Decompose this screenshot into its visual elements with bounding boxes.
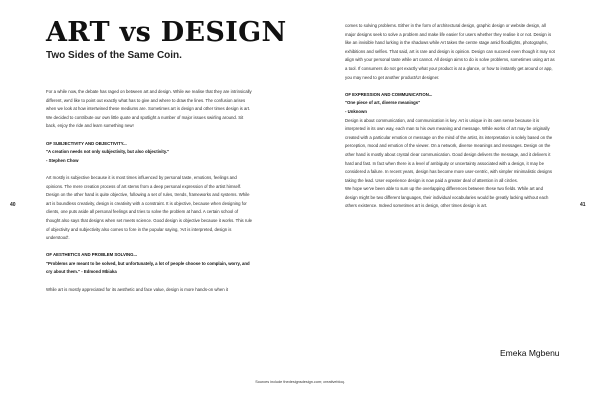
article-title: ART vs DESIGN (46, 17, 287, 48)
body-aesthetics-continued: comes to solving problems. Either in the form of architectural design, graphic design or website design, all major designs seek to solve a problem and make life easier for users whether they realise it or not. Design is like an invisible hand lurking in the shadows while Art takes the centre stage amid floodlights, photographs, exhibitions and selfies. That said, art is rare and design is opinion. Design can succeed even though it may not align with your personal taste while art cannot. All design aims to do is solve problems, sometimes using art as a tool. If consumers do not get exactly what your product is at a glance, or how to instantly get around or app, you may need to get another product/UI designer. (345, 23, 555, 80)
right-column (345, 22, 555, 211)
quote-expression: "One piece of art, diverse meanings" (345, 100, 421, 106)
body-expression: Design is about communication, and communication is key. Art is unique in its own sense because it is interpreted in its own way, each man to his own meaning and message. While works of art may be originally created with a particular emotion or message on the mind of the artist, its interpretation is solely based on the perception, mood and emotion of the viewer. On a network, diverse meanings and messages. Design on the other hand is mostly about crystal clear communication. Good design delivers the message, and it delivers it hard and fast. In fact when there is a level of ambiguity or uncertainty associated with a design, it may be considered a failure. In recent years, design has become more user-centric, with simpler minimalistic designs taking the lead. User experience design is now paid a greater deal of attention in all circles. (345, 117, 553, 183)
article-subtitle: Two Sides of the Same Coin. (46, 50, 182, 61)
section-heading-aesthetics: OF AESTHETICS AND PROBLEM SOLVING... (46, 252, 138, 258)
quote-attribution-expression: - Unknown (345, 108, 367, 114)
quote-aesthetics: "Problems are meant to be solved, but unfortunately, a lot of people choose to complain, worry, and cry about them." - Edmond Mbiaka (46, 260, 250, 275)
quote-attribution-subjectivity: - Stephen Chow (46, 157, 79, 163)
intro-paragraph: For a while now, the debate has raged on between art and design. While we realise that they are intrinsically different, we'd like to point out exactly what has to give and where to draw the lines. The confusion arises when we look at how intertwined these mediums are. Sometimes art is design and other times design is art. We decided to contribute our own little quote and spotlight a number of major issues swirling around. Sit back, enjoy the ride and learn something new! (46, 89, 252, 129)
body-aesthetics-start: While art is mostly appreciated for its aesthetic and face value, design is more hands-on when it (46, 286, 228, 292)
sources-footer: Sources include thedesignsdesign.com; creativebloq. (255, 380, 345, 384)
closing-paragraph: We hope we've been able to sum up the overlapping differences between these two fields. While art and design might be two different languages, their individual vocabularies would be greatly lacking without each others existence. Indeed sometimes art is design, other times design is art. (345, 186, 549, 209)
left-column (46, 88, 253, 294)
author-name: Emeka Mgbenu (500, 348, 560, 358)
page-number-left: 40 (10, 202, 16, 208)
page-number-right: 41 (580, 202, 586, 208)
body-subjectivity: Art mostly is subjective because it is most times influenced by personal taste, emotions, feelings and opinions. The mere creation process of art stems from a deep personal expression of the artist himself. Design on the other hand is quite objective, following a set of rules, trends, frameworks and systems. While art is boundless creativity, design is creativity with a constraint. It is objective, because when designing for clients, one puts aside all personal feelings and tries to solve the problem at hand. A certain school of thought also says that designs when set meets science. Good design is objective because it works. This rule of objectivity and subjectivity also comes to fore in the popular saying, 'Art is interpreted, design is understood'. (46, 174, 253, 241)
quote-subjectivity: "A creation needs not only subjectivity, but also objectivity." (46, 149, 170, 155)
section-heading-subjectivity: OF SUBJECTIVITY AND OBJECTIVITY... (46, 140, 127, 146)
section-heading-expression: OF EXPRESSION AND COMMUNICATION... (345, 91, 433, 97)
